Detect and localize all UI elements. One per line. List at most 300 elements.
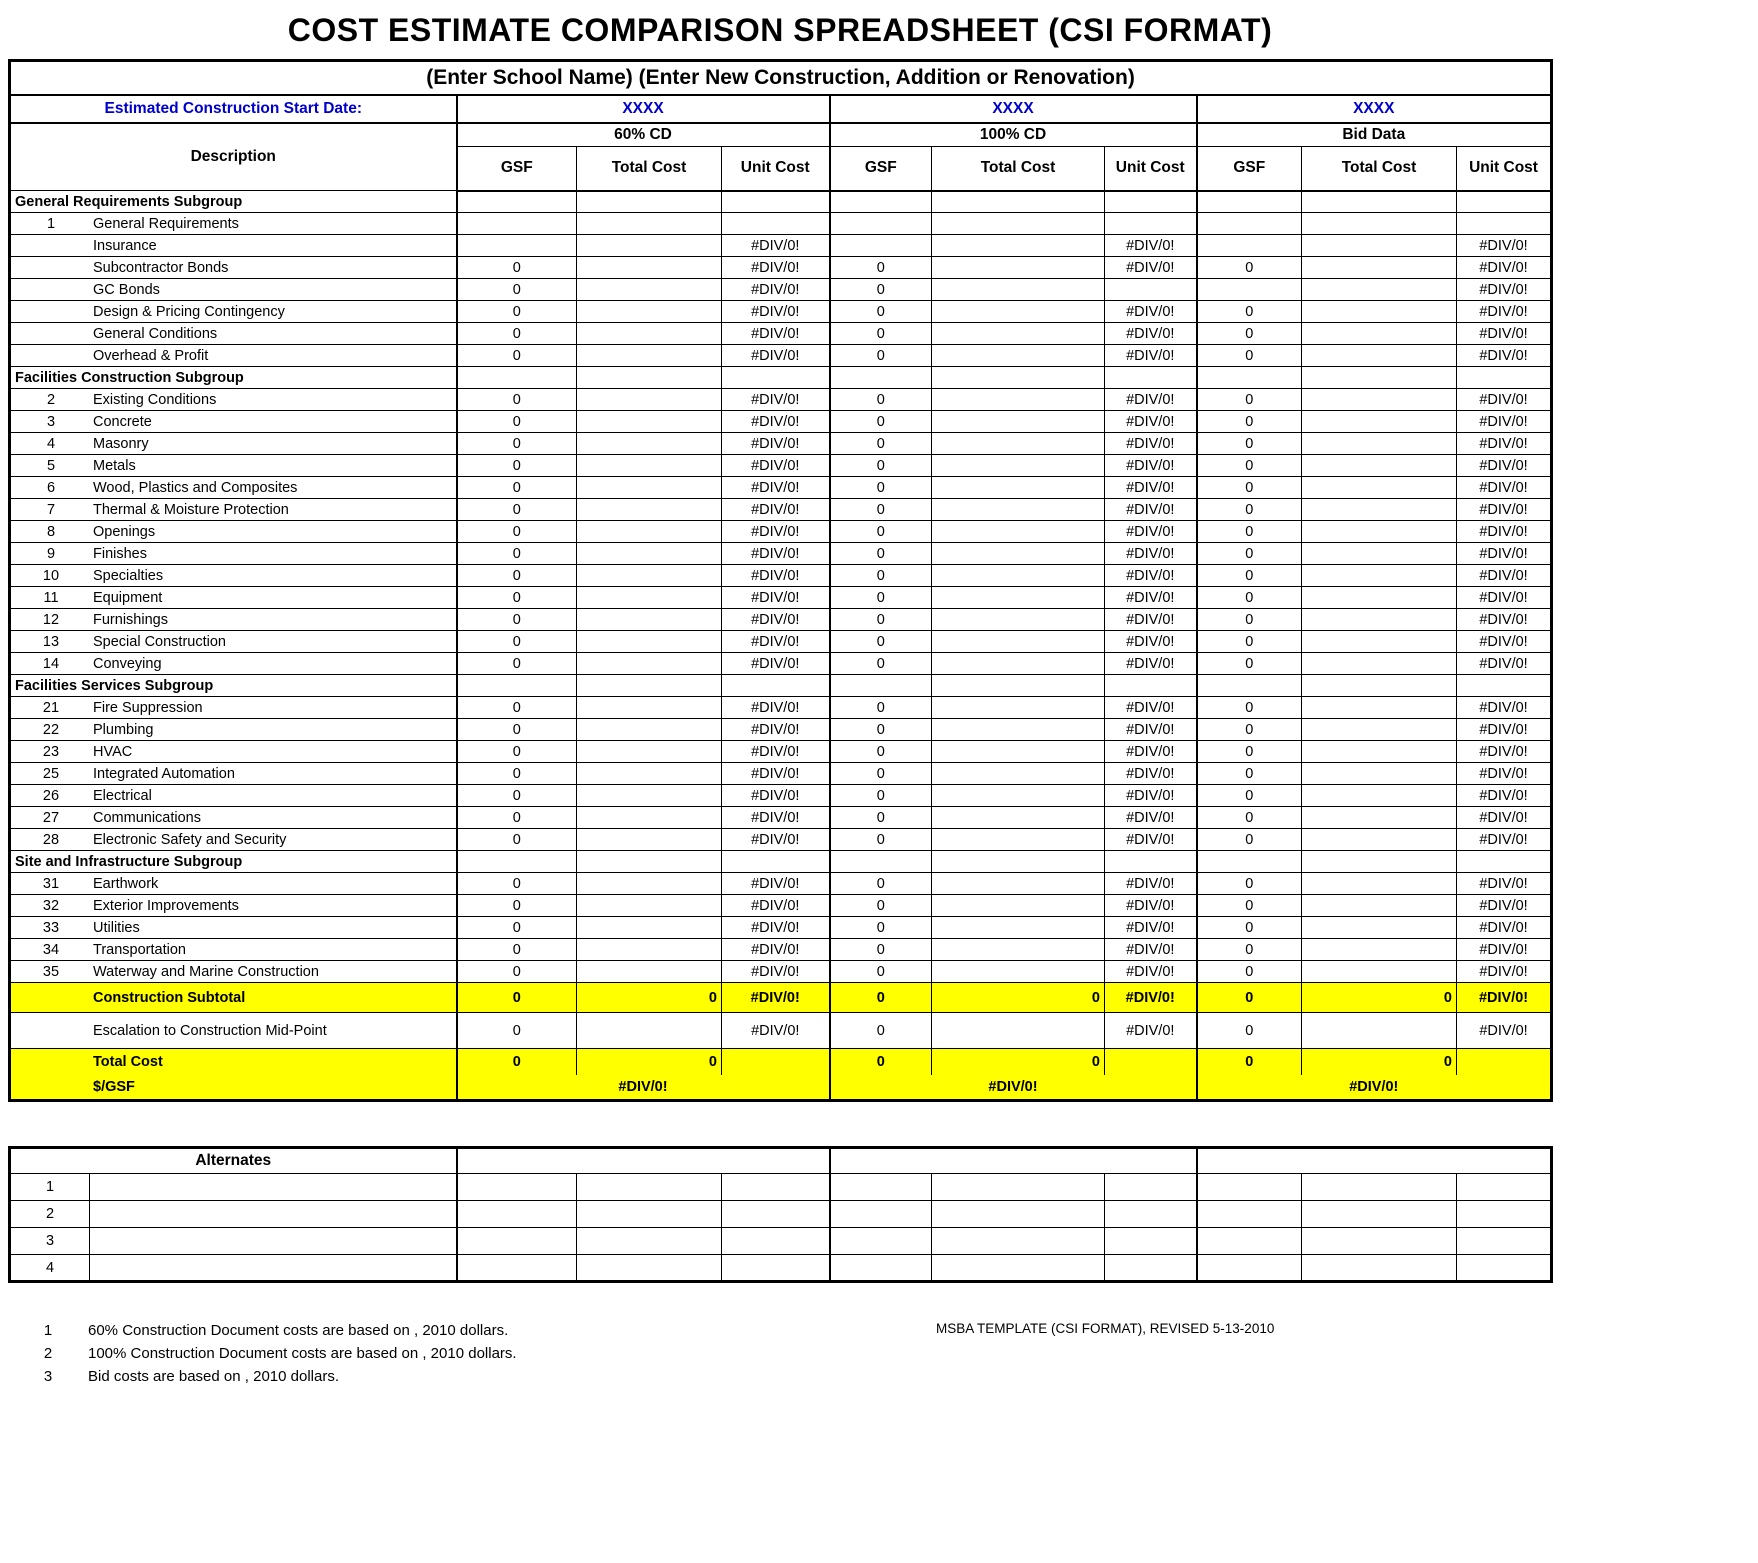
gsf-cell: 0 <box>830 1049 932 1075</box>
gsf-cell <box>830 1255 932 1282</box>
csi-number: 9 <box>46 545 56 562</box>
csi-number: 13 <box>42 633 60 650</box>
gsf-cell <box>830 191 932 213</box>
unit-cell <box>722 1255 830 1282</box>
total-cell <box>577 411 722 433</box>
total-cell <box>1302 961 1457 983</box>
table-row <box>10 213 1552 235</box>
gsf-cell: 0 <box>1197 257 1302 279</box>
total-cell <box>577 191 722 213</box>
unit-cell: #DIV/0! <box>1105 763 1197 785</box>
unit-cell: #DIV/0! <box>1105 477 1197 499</box>
total-cell <box>577 565 722 587</box>
gsf-cell: 0 <box>457 961 577 983</box>
total-cell <box>1302 191 1457 213</box>
total-cell <box>1302 1201 1457 1228</box>
total-cell <box>1302 851 1457 873</box>
unit-cell: #DIV/0! <box>1105 411 1197 433</box>
row-label: Electrical <box>93 787 152 804</box>
page-title: COST ESTIMATE COMPARISON SPREADSHEET (CSI FORMAT) <box>287 12 1273 48</box>
unit-cell: #DIV/0! <box>722 917 830 939</box>
footnote-text: 60% Construction Document costs are based on , 2010 dollars. <box>88 1322 509 1339</box>
row-label: Existing Conditions <box>93 391 217 408</box>
row-label: Thermal & Moisture Protection <box>93 501 289 518</box>
unit-cell: #DIV/0! <box>1457 961 1552 983</box>
unit-cell <box>1105 367 1197 389</box>
unit-cell: #DIV/0! <box>1457 323 1552 345</box>
csi-number: 12 <box>42 611 60 628</box>
csi-number: 26 <box>42 787 60 804</box>
unit-cost-per-gsf-cell: #DIV/0! <box>457 1075 830 1101</box>
unit-cell <box>1105 1049 1197 1075</box>
unit-cell: #DIV/0! <box>1457 257 1552 279</box>
unit-cell <box>1457 851 1552 873</box>
unit-cell: #DIV/0! <box>1457 873 1552 895</box>
row-description <box>10 279 457 301</box>
total-cell <box>577 631 722 653</box>
alternate-number: 4 <box>10 1255 90 1282</box>
total-cell <box>932 565 1105 587</box>
gsf-cell <box>830 1201 932 1228</box>
row-label: Electronic Safety and Security <box>93 831 287 848</box>
row-label: Masonry <box>93 435 149 452</box>
unit-cell <box>1457 367 1552 389</box>
unit-cell: #DIV/0! <box>1457 433 1552 455</box>
total-cell <box>932 785 1105 807</box>
gsf-cell: 0 <box>1197 697 1302 719</box>
col-header-total-cost: Total Cost <box>577 147 722 191</box>
unit-cell <box>1457 1228 1552 1255</box>
table-row <box>10 499 1552 521</box>
row-description <box>10 1075 457 1101</box>
gsf-cell: 0 <box>830 433 932 455</box>
row-label: Total Cost <box>93 1053 163 1070</box>
gsf-cell: 0 <box>457 895 577 917</box>
gsf-cell: 0 <box>830 565 932 587</box>
gsf-cell: 0 <box>457 301 577 323</box>
total-cell <box>1302 521 1457 543</box>
table-row <box>10 741 1552 763</box>
row-label: Waterway and Marine Construction <box>93 963 319 980</box>
csi-number: 7 <box>46 501 56 518</box>
gsf-cell: 0 <box>457 389 577 411</box>
gsf-cell <box>1197 191 1302 213</box>
unit-cell: #DIV/0! <box>1105 345 1197 367</box>
row-label: Concrete <box>93 413 152 430</box>
total-cell <box>577 1201 722 1228</box>
total-cell <box>577 719 722 741</box>
total-cell <box>577 521 722 543</box>
gsf-cell <box>457 213 577 235</box>
csi-number: 6 <box>46 479 56 496</box>
gsf-cell <box>830 851 932 873</box>
total-cell <box>577 433 722 455</box>
table-row <box>10 565 1552 587</box>
total-cell <box>577 499 722 521</box>
gsf-cell: 0 <box>457 631 577 653</box>
gsf-cell: 0 <box>457 587 577 609</box>
unit-cell: #DIV/0! <box>722 543 830 565</box>
gsf-cell: 0 <box>830 829 932 851</box>
unit-cell: #DIV/0! <box>722 983 830 1013</box>
row-description <box>10 1049 457 1075</box>
row-description <box>10 323 457 345</box>
row-label: Utilities <box>93 919 140 936</box>
total-cell <box>932 323 1105 345</box>
total-cell <box>932 499 1105 521</box>
gsf-cell <box>830 1174 932 1201</box>
unit-cell <box>1105 191 1197 213</box>
unit-cell: #DIV/0! <box>1105 521 1197 543</box>
total-cell <box>1302 1174 1457 1201</box>
unit-cell: #DIV/0! <box>1105 873 1197 895</box>
total-cell: 0 <box>577 983 722 1013</box>
total-cell <box>932 653 1105 675</box>
total-cell <box>932 719 1105 741</box>
col-header-total-cost: Total Cost <box>1302 147 1457 191</box>
unit-cell: #DIV/0! <box>722 345 830 367</box>
csi-number: 23 <box>42 743 60 760</box>
total-cell <box>577 235 722 257</box>
gsf-cell <box>457 851 577 873</box>
start-date-value-60cd: XXXX <box>457 95 830 123</box>
total-cell <box>577 917 722 939</box>
csi-number: 1 <box>46 215 56 232</box>
table-row <box>10 543 1552 565</box>
total-cell <box>932 939 1105 961</box>
unit-cell: #DIV/0! <box>722 609 830 631</box>
gsf-cell: 0 <box>1197 829 1302 851</box>
total-cell <box>577 389 722 411</box>
unit-cell: #DIV/0! <box>1105 565 1197 587</box>
gsf-cell: 0 <box>830 719 932 741</box>
gsf-cell: 0 <box>1197 433 1302 455</box>
row-description <box>10 1013 457 1049</box>
gsf-cell <box>1197 851 1302 873</box>
total-cell <box>577 939 722 961</box>
row-description <box>10 741 457 763</box>
unit-cell: #DIV/0! <box>1105 301 1197 323</box>
csi-number: 21 <box>42 699 60 716</box>
unit-cell <box>722 1049 830 1075</box>
row-label: Design & Pricing Contingency <box>93 303 285 320</box>
unit-cell: #DIV/0! <box>1105 719 1197 741</box>
subgroup-header-row <box>10 851 1552 873</box>
unit-cell <box>1457 213 1552 235</box>
unit-cell <box>1457 675 1552 697</box>
row-label: Subcontractor Bonds <box>93 259 229 276</box>
unit-cell: #DIV/0! <box>1457 543 1552 565</box>
unit-cell: #DIV/0! <box>1457 301 1552 323</box>
group-header-60cd: 60% CD <box>457 123 830 147</box>
unit-cell: #DIV/0! <box>722 785 830 807</box>
total-cell <box>1302 587 1457 609</box>
row-description <box>10 235 457 257</box>
table-row <box>10 763 1552 785</box>
gsf-cell: 0 <box>830 917 932 939</box>
gsf-cell: 0 <box>457 323 577 345</box>
total-cell <box>577 257 722 279</box>
row-label: $/GSF <box>93 1078 135 1095</box>
unit-cell: #DIV/0! <box>1457 521 1552 543</box>
total-cell <box>1302 301 1457 323</box>
total-cell <box>1302 345 1457 367</box>
total-cell <box>932 587 1105 609</box>
total-cell <box>1302 257 1457 279</box>
row-label: Insurance <box>93 237 157 254</box>
row-label: Communications <box>93 809 201 826</box>
gsf-cell: 0 <box>1197 719 1302 741</box>
unit-cell: #DIV/0! <box>1105 939 1197 961</box>
row-description <box>10 719 457 741</box>
unit-cell: #DIV/0! <box>1105 697 1197 719</box>
total-cell <box>577 895 722 917</box>
alternate-number: 2 <box>10 1201 90 1228</box>
total-cell <box>1302 235 1457 257</box>
row-label: General Requirements <box>93 215 239 232</box>
gsf-cell: 0 <box>457 565 577 587</box>
footnote-number: 3 <box>43 1368 53 1385</box>
table-row <box>10 719 1552 741</box>
unit-cell <box>1105 1228 1197 1255</box>
col-header-unit-cost: Unit Cost <box>1105 147 1197 191</box>
subtitle-row <box>10 61 1552 95</box>
row-description <box>10 653 457 675</box>
gsf-cell <box>830 367 932 389</box>
unit-cell: #DIV/0! <box>1105 741 1197 763</box>
unit-cell: #DIV/0! <box>1457 477 1552 499</box>
gsf-cell: 0 <box>1197 1013 1302 1049</box>
gsf-cell <box>1197 1201 1302 1228</box>
unit-cell: #DIV/0! <box>722 301 830 323</box>
unit-cell: #DIV/0! <box>1457 741 1552 763</box>
col-header-unit-cost: Unit Cost <box>722 147 830 191</box>
gsf-cell: 0 <box>457 477 577 499</box>
gsf-cell: 0 <box>830 257 932 279</box>
gsf-cell: 0 <box>457 939 577 961</box>
table-row <box>10 477 1552 499</box>
gsf-cell: 0 <box>830 873 932 895</box>
unit-cell <box>1105 1201 1197 1228</box>
gsf-cell: 0 <box>830 411 932 433</box>
unit-cost-per-gsf-cell: #DIV/0! <box>1197 1075 1552 1101</box>
unit-cell <box>1457 1174 1552 1201</box>
total-cell <box>932 829 1105 851</box>
unit-cell <box>1105 675 1197 697</box>
total-cell <box>1302 895 1457 917</box>
gsf-cell: 0 <box>1197 323 1302 345</box>
gsf-cell: 0 <box>1197 763 1302 785</box>
footnote-2 <box>8 1342 1552 1365</box>
table-row <box>10 587 1552 609</box>
gsf-cell: 0 <box>830 763 932 785</box>
csi-number: 2 <box>46 391 56 408</box>
group-header-bid: Bid Data <box>1197 123 1552 147</box>
gsf-cell: 0 <box>1197 477 1302 499</box>
unit-cell: #DIV/0! <box>722 653 830 675</box>
unit-cell <box>1457 1255 1552 1282</box>
gsf-cell: 0 <box>457 741 577 763</box>
gsf-cell: 0 <box>457 653 577 675</box>
row-description <box>10 543 457 565</box>
total-cell <box>577 807 722 829</box>
unit-cell: #DIV/0! <box>722 697 830 719</box>
unit-cell: #DIV/0! <box>722 521 830 543</box>
gsf-cell <box>830 1228 932 1255</box>
gsf-cell: 0 <box>1197 983 1302 1013</box>
row-description <box>10 807 457 829</box>
total-cell <box>577 1174 722 1201</box>
total-cell <box>932 1174 1105 1201</box>
unit-cell: #DIV/0! <box>1457 235 1552 257</box>
table-row <box>10 917 1552 939</box>
row-label: GC Bonds <box>93 281 160 298</box>
table-row <box>10 1013 1552 1049</box>
total-cell <box>1302 213 1457 235</box>
footnote-text: Bid costs are based on , 2010 dollars. <box>88 1368 339 1385</box>
alternate-description <box>90 1201 457 1228</box>
total-cell: 0 <box>1302 1049 1457 1075</box>
row-label: Openings <box>93 523 156 540</box>
total-cell <box>932 433 1105 455</box>
total-cell <box>1302 675 1457 697</box>
unit-cell: #DIV/0! <box>1457 763 1552 785</box>
row-label: Fire Suppression <box>93 699 203 716</box>
alternates-header-row <box>10 1148 1552 1174</box>
row-description <box>10 301 457 323</box>
alternate-row <box>10 1255 1552 1282</box>
total-cell <box>1302 543 1457 565</box>
gsf-cell: 0 <box>830 631 932 653</box>
gsf-cell: 0 <box>457 719 577 741</box>
row-description <box>10 697 457 719</box>
table-row <box>10 961 1552 983</box>
group-header-row <box>10 123 1552 147</box>
row-description: General Requirements Subgroup <box>10 191 457 213</box>
total-cell: 0 <box>577 1049 722 1075</box>
unit-cell: #DIV/0! <box>1457 697 1552 719</box>
total-cell <box>932 1013 1105 1049</box>
total-cell <box>932 763 1105 785</box>
csi-number: 31 <box>42 875 60 892</box>
gsf-cell: 0 <box>1197 609 1302 631</box>
total-cell <box>1302 697 1457 719</box>
total-cell <box>1302 433 1457 455</box>
total-cell <box>577 675 722 697</box>
col-header-total-cost: Total Cost <box>932 147 1105 191</box>
total-cell <box>1302 829 1457 851</box>
total-cell <box>932 521 1105 543</box>
gsf-cell: 0 <box>830 1013 932 1049</box>
unit-cell <box>722 1201 830 1228</box>
unit-cell: #DIV/0! <box>1105 785 1197 807</box>
table-row <box>10 785 1552 807</box>
row-description <box>10 763 457 785</box>
row-description <box>10 631 457 653</box>
gsf-cell: 0 <box>830 477 932 499</box>
total-cell <box>577 741 722 763</box>
total-cell <box>1302 411 1457 433</box>
total-cell <box>1302 873 1457 895</box>
unit-cell <box>1105 1174 1197 1201</box>
total-cell <box>1302 917 1457 939</box>
csi-number: 32 <box>42 897 60 914</box>
row-label: Furnishings <box>93 611 168 628</box>
table-row <box>10 235 1552 257</box>
cost-estimate-table <box>8 59 1553 1102</box>
row-description <box>10 477 457 499</box>
row-description <box>10 565 457 587</box>
gsf-cell: 0 <box>1197 741 1302 763</box>
unit-cell: #DIV/0! <box>1457 631 1552 653</box>
unit-cell: #DIV/0! <box>722 741 830 763</box>
unit-cell: #DIV/0! <box>1105 389 1197 411</box>
table-row <box>10 411 1552 433</box>
row-description <box>10 829 457 851</box>
csi-number: 10 <box>42 567 60 584</box>
unit-cell: #DIV/0! <box>1105 917 1197 939</box>
table-row <box>10 433 1552 455</box>
row-description <box>10 411 457 433</box>
gsf-cell: 0 <box>457 697 577 719</box>
total-cell <box>1302 1228 1457 1255</box>
unit-cell: #DIV/0! <box>722 455 830 477</box>
total-cell <box>1302 477 1457 499</box>
start-date-value-bid: XXXX <box>1197 95 1552 123</box>
gsf-cell: 0 <box>457 257 577 279</box>
gsf-cell: 0 <box>457 609 577 631</box>
total-cell <box>1302 763 1457 785</box>
row-label: Conveying <box>93 655 162 672</box>
gsf-cell <box>830 213 932 235</box>
gsf-cell <box>457 235 577 257</box>
csi-number: 4 <box>46 435 56 452</box>
total-cell <box>1302 455 1457 477</box>
total-cell <box>932 917 1105 939</box>
row-label: Finishes <box>93 545 147 562</box>
total-cell <box>577 323 722 345</box>
total-cell <box>932 543 1105 565</box>
csi-number: 11 <box>43 589 59 606</box>
total-cell <box>577 213 722 235</box>
row-description: Facilities Services Subgroup <box>10 675 457 697</box>
gsf-cell <box>457 1201 577 1228</box>
description-column-header: Description <box>10 123 457 191</box>
total-cell <box>932 741 1105 763</box>
gsf-cell: 0 <box>830 301 932 323</box>
gsf-cell: 0 <box>830 741 932 763</box>
table-row <box>10 609 1552 631</box>
gsf-cell: 0 <box>1197 1049 1302 1075</box>
gsf-cell: 0 <box>1197 961 1302 983</box>
row-label: Metals <box>93 457 136 474</box>
gsf-cell: 0 <box>1197 565 1302 587</box>
total-cell <box>932 807 1105 829</box>
unit-cell: #DIV/0! <box>722 565 830 587</box>
school-name-header: (Enter School Name) (Enter New Construction, Addition or Renovation) <box>10 61 1552 95</box>
row-description <box>10 455 457 477</box>
table-row <box>10 1049 1552 1075</box>
unit-cell: #DIV/0! <box>1457 565 1552 587</box>
table-row <box>10 345 1552 367</box>
total-cell <box>577 477 722 499</box>
alternate-description <box>90 1228 457 1255</box>
unit-cell: #DIV/0! <box>1457 895 1552 917</box>
unit-cell: #DIV/0! <box>722 279 830 301</box>
col-header-gsf: GSF <box>1197 147 1302 191</box>
unit-cell <box>1105 1255 1197 1282</box>
gsf-cell: 0 <box>457 763 577 785</box>
